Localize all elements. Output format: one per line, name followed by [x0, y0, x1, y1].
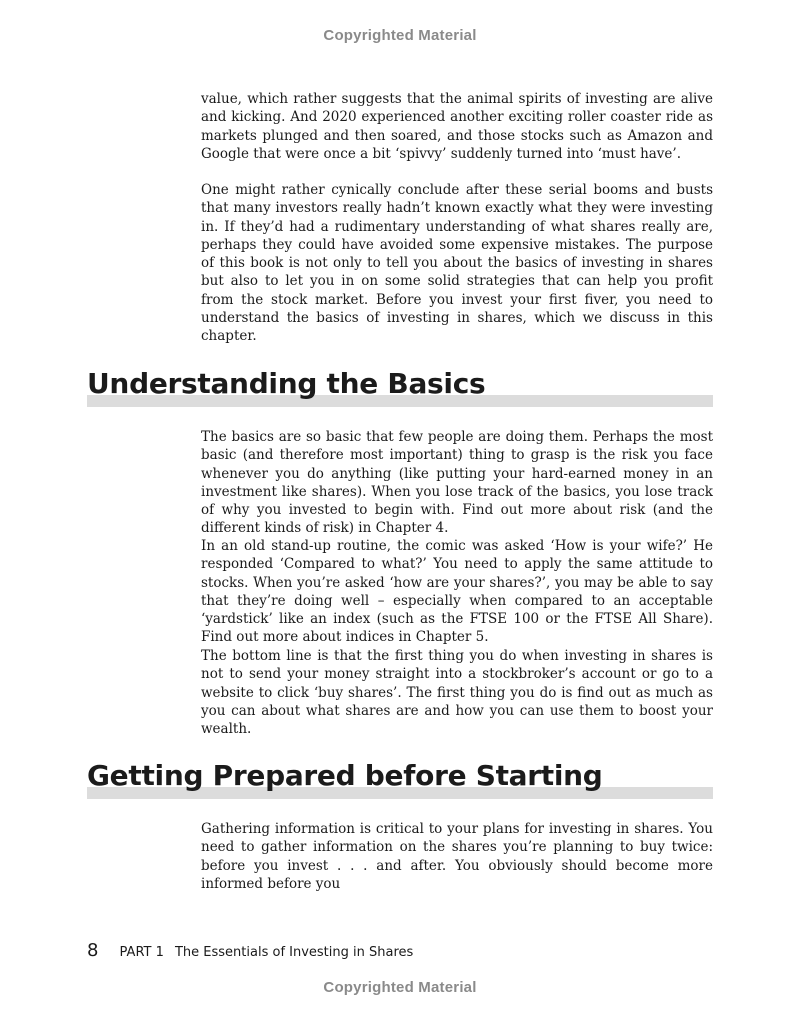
page-number: 8 — [87, 940, 99, 961]
body-paragraph: value, which rather suggests that the animal spirits of investing are alive and kicking. And 2020 experienced another exciting roller coaster ride as markets plunged and then soared, and those stocks such as Amazon and Google that were once a bit ‘spivvy’ suddenly turned into ‘must have’. — [201, 91, 713, 162]
body-paragraph: In an old stand-up routine, the comic was asked ‘How is your wife?’ He responded ‘Compared to what?’ You need to apply the same attitude to stocks. When you’re asked ‘how are your shares?’, you may be able to say that they’re doing well – especially when compared to an acceptable ‘yardstick’ like an index (such as the FTSE 100 or the FTSE All Share). Find out more about indices in Chapter 5. — [201, 538, 713, 646]
section-heading-getting-prepared — [87, 758, 713, 802]
part-label: PART 1 — [119, 945, 164, 960]
section-heading-understanding-basics — [87, 366, 713, 410]
body-paragraph: Gathering information is critical to your plans for investing in shares. You need to gather information on the shares you’re planning to buy twice: before you invest . . . and after. You obviously should become more informed before you — [201, 821, 713, 892]
body-paragraph: The bottom line is that the first thing you do when investing in shares is not to send your money straight into a stockbroker’s account or go to a website to click ‘buy shares’. The first thing you do is find out as much as you can about what shares are and how you can use them to boost your wealth. — [201, 648, 713, 738]
copyright-watermark-top: Copyrighted Material — [323, 27, 477, 44]
body-paragraph: One might rather cynically conclude after these serial booms and busts that many investors really hadn’t known exactly what they were investing in. If they’d had a rudimentary understanding of what shares really are, perhaps they could have avoided some expensive mistakes. The purpose of this book is not only to tell you about the basics of investing in shares but also to let you in on some solid strategies that can help you profit from the stock market. Before you invest your first fiver, you need to understand the basics of investing in shares, which we discuss in this chapter. — [201, 182, 713, 345]
section-heading-title: Understanding the Basics — [87, 367, 486, 400]
page-footer — [87, 940, 413, 961]
body-paragraph: The basics are so basic that few people are doing them. Perhaps the most basic (and therefore most important) thing to grasp is the risk you face whenever you do anything (like putting your hard-earned money in an investment like shares). When you lose track of the basics, you lose track of why you invested to begin with. Find out more about risk (and the different kinds of risk) in Chapter 4. — [201, 429, 713, 537]
part-title: The Essentials of Investing in Shares — [174, 945, 414, 960]
copyright-watermark-bottom: Copyrighted Material — [323, 979, 477, 996]
section-heading-title: Getting Prepared before Starting — [87, 759, 603, 792]
